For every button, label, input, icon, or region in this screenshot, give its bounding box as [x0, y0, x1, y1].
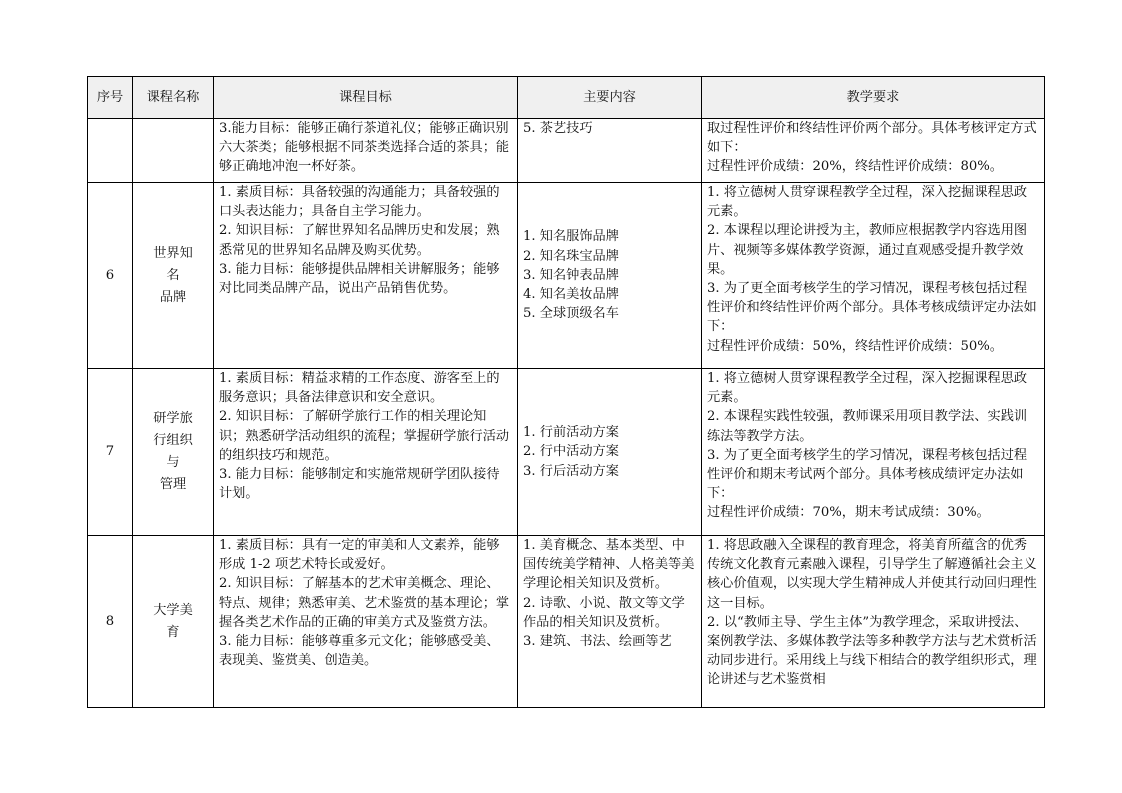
main-content	[518, 369, 702, 536]
content-item: 3. 建筑、书法、绘画等艺	[523, 634, 672, 650]
table-row	[88, 369, 1045, 536]
row-number	[88, 119, 133, 183]
header-course-name: 课程名称	[133, 77, 214, 119]
requirement-item: 过程性评价成绩：20%，终结性评价成绩：80%。	[707, 159, 1003, 175]
row-number: 7	[88, 369, 133, 536]
header-course-goals: 课程目标	[214, 77, 518, 119]
course-name-line: 世界知	[153, 245, 193, 261]
content-item: 1. 知名服饰品牌	[523, 229, 619, 245]
goal-item: 3. 能力目标：能够制定和实施常规研学团队接待计划。	[219, 467, 500, 502]
teaching-requirements	[702, 119, 1045, 183]
content-item: 2. 行中活动方案	[523, 444, 619, 460]
main-content	[518, 536, 702, 708]
content-item: 5. 茶艺技巧	[523, 121, 593, 136]
requirement-item: 2. 本课程实践性较强，教师课采用项目教学法、实践训练法等教学方法。	[707, 409, 1028, 444]
table-row	[88, 119, 1045, 183]
course-goals	[214, 119, 518, 183]
requirement-item: 2. 以“教师主导、学生主体”为教学理念，采取讲授法、案例教学法、多媒体教学法等多种教学方法与艺术赏析活动同步进行。采用线上与线下相结合的教学组织形式，理论讲述与艺术鉴赏相	[707, 614, 1037, 688]
course-name	[133, 536, 214, 708]
course-name	[133, 183, 214, 369]
main-content	[518, 119, 702, 183]
goal-item: 3. 能力目标：能够尊重多元文化；能够感受美、表现美、鉴赏美、创造美。	[219, 634, 500, 669]
course-name-line: 大学美	[153, 602, 193, 618]
table-row	[88, 183, 1045, 369]
goal-item: 2. 知识目标：了解基本的艺术审美概念、理论、特点、规律；熟悉审美、艺术鉴赏的基本理论；掌握各类艺术作品的正确的审美方式及鉴赏方法。	[219, 576, 510, 630]
requirement-item: 过程性评价成绩：50%，终结性评价成绩：50%。	[707, 338, 1003, 354]
content-item: 1. 美育概念、基本类型、中国传统美学精神、人格美等美学理论相关知识及赏析。	[523, 538, 695, 592]
content-item: 2. 诗歌、小说、散文等文学作品的相关知识及赏析。	[523, 595, 685, 630]
course-name-line: 研学旅	[153, 411, 193, 426]
table-row	[88, 536, 1045, 708]
course-name-line: 育	[166, 624, 180, 640]
teaching-requirements	[702, 183, 1045, 369]
course-name-line: 管理	[159, 477, 187, 492]
teaching-requirements	[702, 369, 1045, 536]
teaching-requirements	[702, 536, 1045, 708]
requirement-item: 3. 为了更全面考核学生的学习情况，课程考核包括过程性评价和期末考试两个部分。具体考核成绩评定办法如下：	[707, 447, 1028, 502]
goal-item: 1. 素质目标：具有一定的审美和人文素养，能够形成 1-2 项艺术特长或爱好。	[219, 538, 500, 573]
course-name	[133, 369, 214, 536]
requirement-item: 3. 为了更全面考核学生的学习情况，课程考核包括过程性评价和终结性评价两个部分。具体考核成绩评定办法如下：	[707, 281, 1037, 335]
course-name-line: 名	[166, 267, 180, 283]
row-number: 8	[88, 536, 133, 708]
goal-item: 1. 素质目标：具备较强的沟通能力；具备较强的口头表达能力；具备自主学习能力。	[219, 185, 500, 220]
curriculum-table	[87, 76, 1045, 708]
content-item: 3. 行后活动方案	[523, 463, 619, 479]
content-item: 5. 全球顶级名车	[523, 306, 619, 322]
requirement-item: 1. 将思政融入全课程的教育理念，将美育所蕴含的优秀传统文化教育元素融入课程，引导学生了解遵循社会主义核心价值观，以实现大学生精神成人并使其行动回归理性这一目标。	[707, 538, 1037, 611]
content-item: 4. 知名美妆品牌	[523, 287, 619, 303]
course-name	[133, 119, 214, 183]
header-main-content: 主要内容	[518, 77, 702, 119]
course-goals	[214, 183, 518, 369]
course-name-line: 与	[166, 455, 180, 470]
course-name-line: 品牌	[159, 289, 187, 305]
content-item: 1. 行前活动方案	[523, 425, 619, 441]
requirement-item: 2. 本课程以理论讲授为主，教师应根据教学内容选用图片、视频等多媒体教学资源，通过直观感受提升教学效果。	[707, 223, 1028, 277]
row-number: 6	[88, 183, 133, 369]
goal-item: 1. 素质目标：精益求精的工作态度、游客至上的服务意识；具备法律意识和安全意识。	[219, 371, 500, 406]
course-goals	[214, 369, 518, 536]
requirement-item: 1. 将立德树人贯穿课程教学全过程，深入挖掘课程思政元素。	[707, 371, 1028, 406]
goal-item: 3.能力目标：能够正确行茶道礼仪；能够正确识别六大茶类；能够根据不同茶类选择合适的茶具；能够正确地冲泡一杯好茶。	[219, 121, 510, 175]
goal-item: 2. 知识目标：了解世界知名品牌历史和发展；熟悉常见的世界知名品牌及购买优势。	[219, 223, 500, 258]
goal-item: 3. 能力目标：能够提供品牌相关讲解服务；能够对比同类品牌产品，说出产品销售优势。	[219, 261, 500, 297]
main-content	[518, 183, 702, 369]
course-name-line: 行组织	[153, 433, 193, 448]
content-item: 2. 知名珠宝品牌	[523, 248, 619, 264]
header-number: 序号	[88, 77, 133, 119]
course-goals	[214, 536, 518, 708]
header-teaching-requirements: 教学要求	[702, 77, 1045, 119]
requirement-item: 取过程性评价和终结性评价两个部分。具体考核评定方式如下：	[707, 121, 1037, 156]
content-item: 3. 知名钟表品牌	[523, 267, 619, 283]
requirement-item: 1. 将立德树人贯穿课程教学全过程，深入挖掘课程思政元素。	[707, 185, 1028, 220]
goal-item: 2. 知识目标：了解研学旅行工作的相关理论知识；熟悉研学活动组织的流程；掌握研学旅行活动的组织技巧和规范。	[219, 409, 510, 463]
requirement-item: 过程性评价成绩：70%，期末考试成绩：30%。	[707, 505, 990, 521]
header-row	[88, 77, 1045, 119]
